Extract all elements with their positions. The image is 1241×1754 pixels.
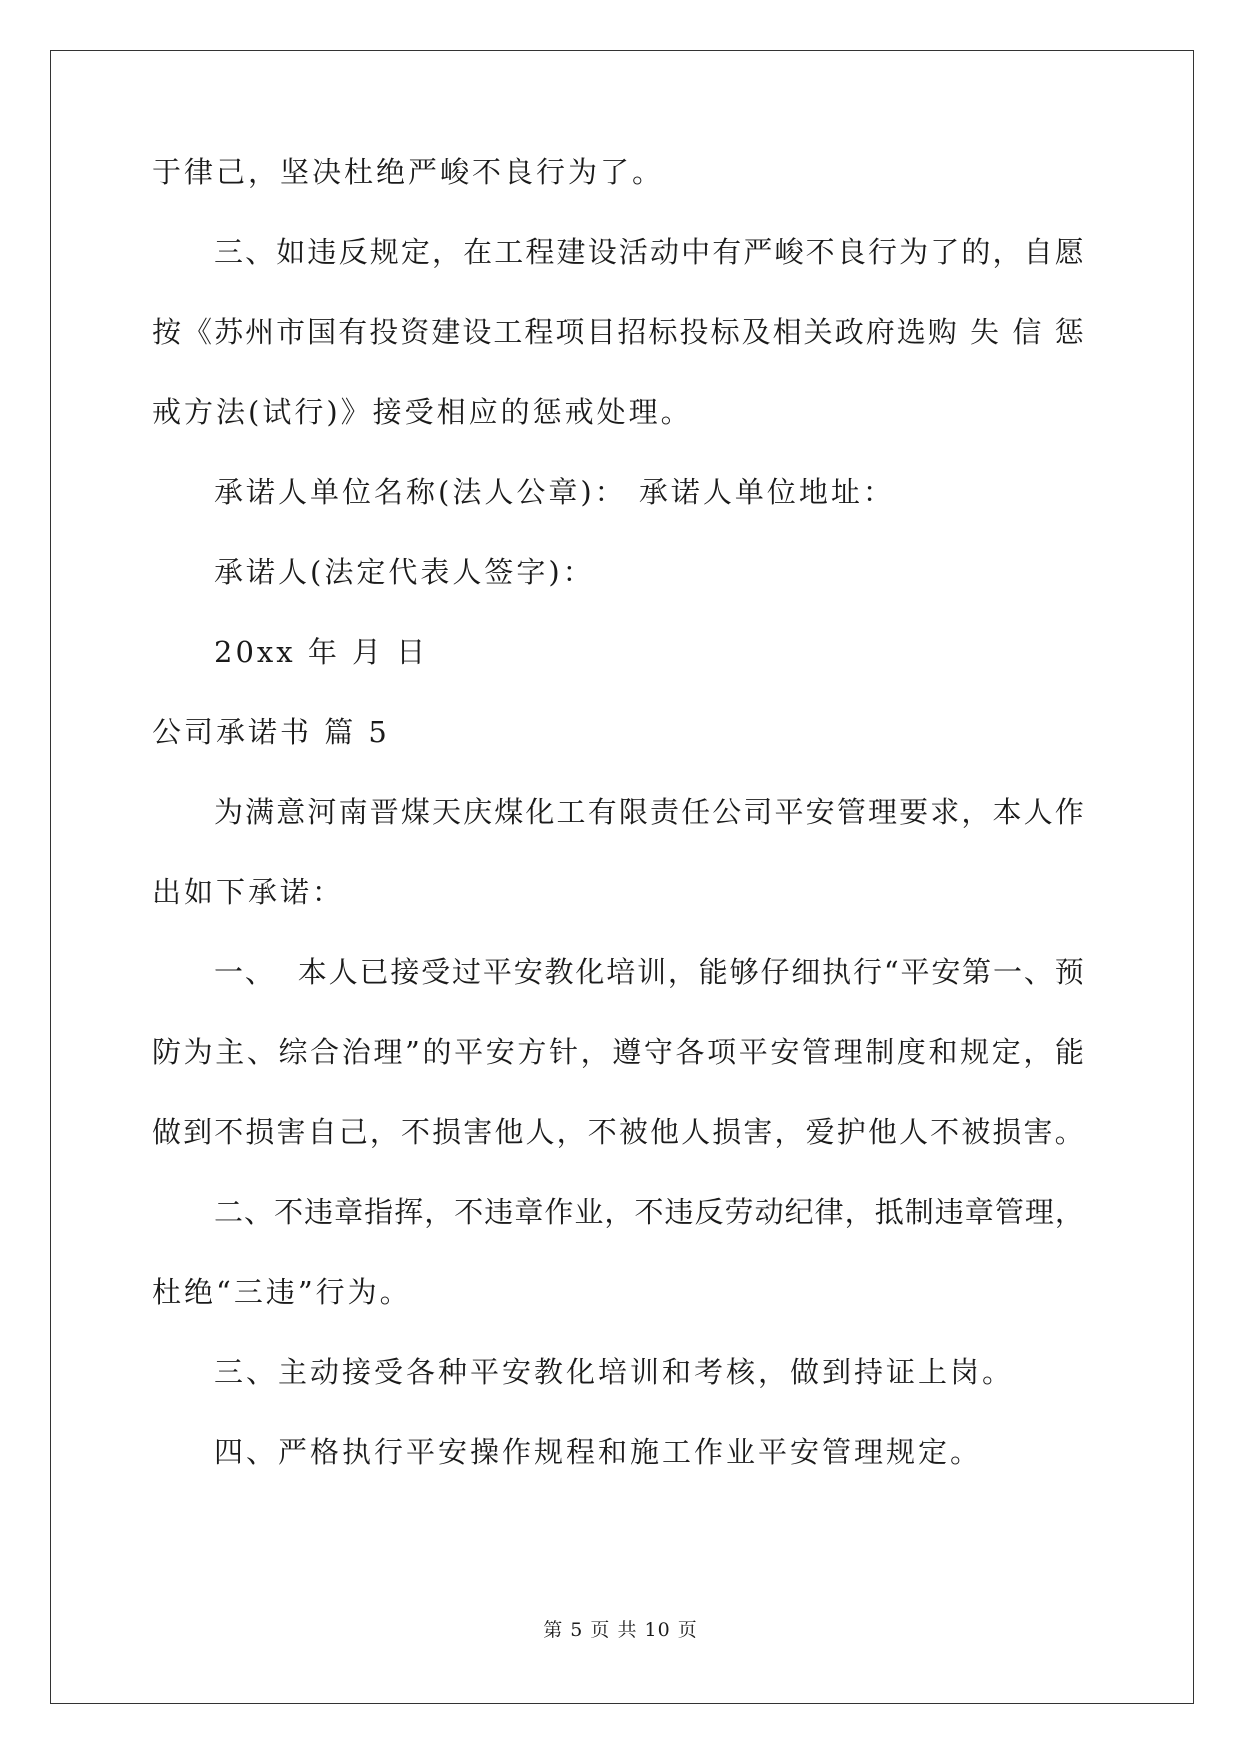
paragraph-line: 承诺人(法定代表人签字)：: [214, 555, 595, 589]
paragraph-line: 防 为 主 、 综 合 治 理 ” 的 平 安 方 针 ， 遵 守 各 项 平 安 管 理 制 度 和 规 定 ， 能: [152, 1035, 1084, 1069]
paragraph-line: 三 、 如 违 反 规 定 ， 在 工 程 建 设 活 动 中 有 严 峻 不 良 行 为 了 的 ， 自 愿: [214, 235, 1084, 269]
paragraph-line: 三、主动接受各种平安教化培训和考核，做到持证上岗。: [214, 1355, 1015, 1389]
paragraph-line: 20xx 年 月 日: [214, 635, 429, 669]
paragraph-line: 杜绝“三违”行为。: [152, 1275, 412, 1309]
paragraph-line: 一 、 本 人 已 接 受 过 平 安 教 化 培 训 ， 能 够 仔 细 执 行 “ 平 安 第 一 、 预: [214, 955, 1084, 989]
paragraph-line: 做 到 不 损 害 自 己 ， 不 损 害 他 人 ， 不 被 他 人 损 害 ， 爱 护 他 人 不 被 损 害 。: [152, 1115, 1084, 1149]
paragraph-line: 承诺人单位名称(法人公章)： 承诺人单位地址：: [214, 475, 895, 509]
paragraph-line: 四、严格执行平安操作规程和施工作业平安管理规定。: [214, 1435, 983, 1469]
page-number: 第 5 页 共 10 页: [543, 1619, 698, 1641]
paragraph-line: 于律己，坚决杜绝严峻不良行为了。: [152, 155, 665, 189]
paragraph-line: 为 满 意 河 南 晋 煤 天 庆 煤 化 工 有 限 责 任 公 司 平 安 管 理 要 求 ， 本 人 作: [214, 795, 1084, 829]
paragraph-line: 出如下承诺：: [152, 875, 345, 909]
paragraph-line: 二 、 不 违 章 指 挥 ， 不 违 章 作 业 ， 不 违 反 劳 动 纪 律 ， 抵 制 违 章 管 理 ，: [214, 1195, 1084, 1229]
section-heading: 公司承诺书 篇 5: [152, 715, 390, 749]
paragraph-line: 戒方法(试行)》接受相应的惩戒处理。: [152, 395, 693, 429]
paragraph-line: 按 《 苏 州 市 国 有 投 资 建 设 工 程 项 目 招 标 投 标 及 相 关 政 府 选 购 失 信 惩: [152, 315, 1084, 349]
